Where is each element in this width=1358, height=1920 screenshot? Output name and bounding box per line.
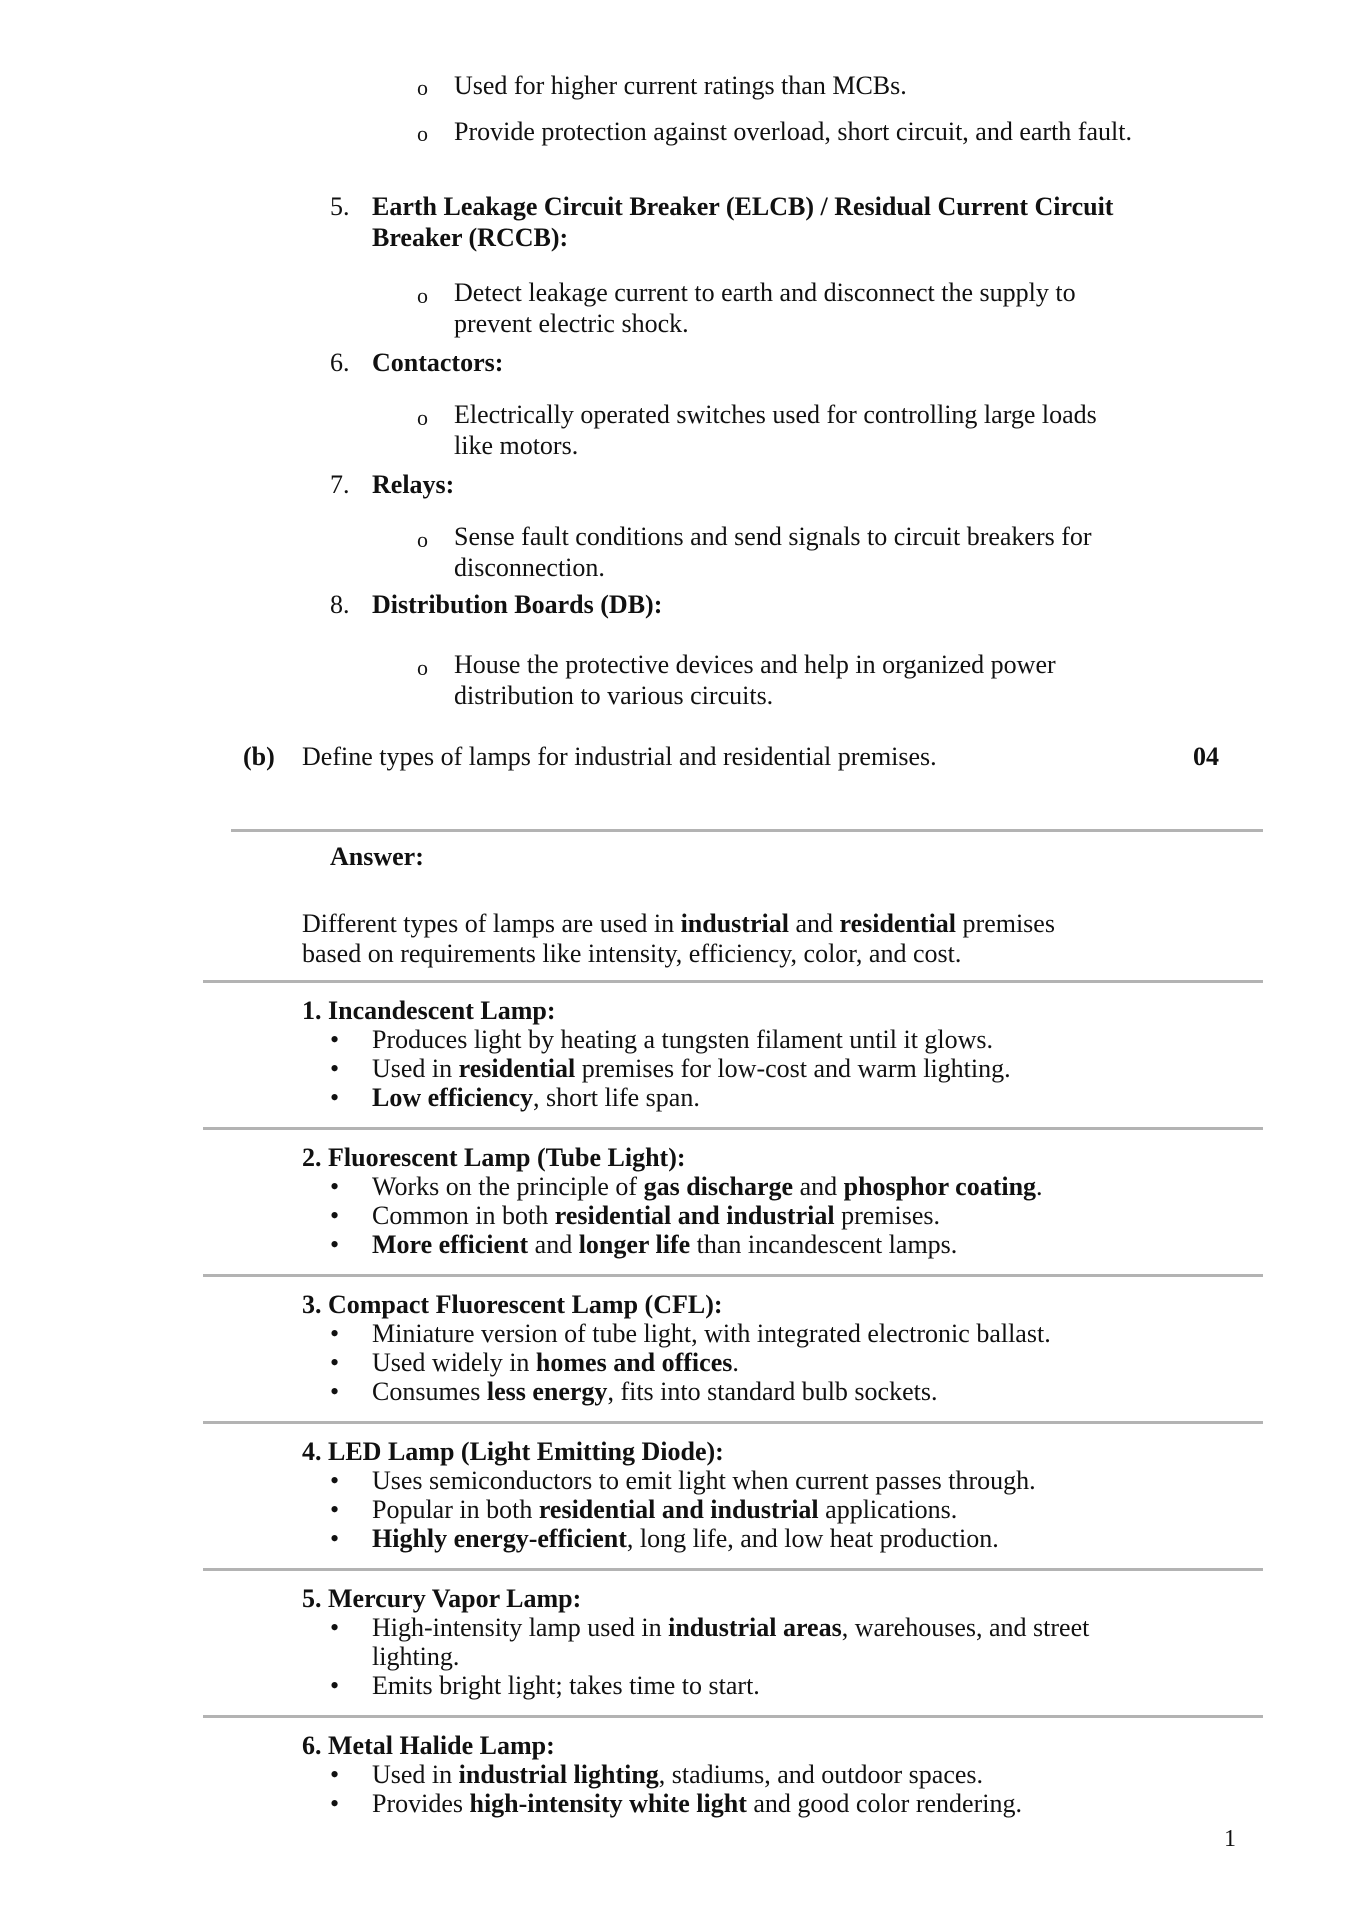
sub-item-text: Provide protection against overload, short circuit, and earth fault. — [454, 117, 1132, 146]
sub-item-text: Used for higher current ratings than MCBs. — [454, 71, 907, 100]
list-item-title: Relays: — [372, 470, 455, 499]
lamp-point: Miniature version of tube light, with integrated electronic ballast. — [372, 1319, 1051, 1348]
intro-bold: industrial — [680, 909, 789, 938]
section-divider — [231, 829, 1263, 832]
lamp-point: Low efficiency, short life span. — [372, 1083, 700, 1112]
section-divider — [203, 980, 1263, 983]
list-item-title: Distribution Boards (DB): — [372, 590, 663, 619]
bullet: • — [330, 1495, 340, 1524]
sub-marker: o — [417, 75, 428, 100]
sub-item-text: distribution to various circuits. — [454, 681, 774, 710]
lamp-point: Emits bright light; takes time to start. — [372, 1671, 760, 1700]
list-number: 5. — [330, 192, 350, 221]
section-divider — [203, 1421, 1263, 1424]
bullet: • — [330, 1671, 340, 1700]
lamp-point-continued: lighting. — [372, 1642, 460, 1671]
lamp-point: Used in residential premises for low-cost and warm lighting. — [372, 1054, 1011, 1083]
lamp-title: 6. Metal Halide Lamp: — [302, 1731, 555, 1760]
lamp-title: 5. Mercury Vapor Lamp: — [302, 1584, 582, 1613]
bullet: • — [330, 1201, 340, 1230]
lamp-point: Used widely in homes and offices. — [372, 1348, 739, 1377]
bullet: • — [330, 1025, 340, 1054]
lamp-point: More efficient and longer life than incandescent lamps. — [372, 1230, 958, 1259]
sub-marker: o — [417, 527, 428, 552]
lamp-title: 3. Compact Fluorescent Lamp (CFL): — [302, 1290, 723, 1319]
bullet: • — [330, 1789, 340, 1818]
list-item-title: Contactors: — [372, 348, 504, 377]
bullet: • — [330, 1083, 340, 1112]
sub-item-text: prevent electric shock. — [454, 309, 689, 338]
lamp-point: Popular in both residential and industrial applications. — [372, 1495, 958, 1524]
answer-intro: based on requirements like intensity, efficiency, color, and cost. — [302, 939, 962, 968]
intro-text: and — [788, 909, 840, 938]
answer-heading: Answer: — [330, 842, 424, 871]
question-marks: 04 — [1193, 742, 1219, 771]
sub-marker: o — [417, 655, 428, 680]
list-number: 7. — [330, 470, 350, 499]
sub-marker: o — [417, 405, 428, 430]
sub-item-text: House the protective devices and help in organized power — [454, 650, 1056, 679]
answer-intro — [302, 908, 1055, 939]
bullet: • — [330, 1760, 340, 1789]
lamp-point: Produces light by heating a tungsten filament until it glows. — [372, 1025, 994, 1054]
bullet: • — [330, 1524, 340, 1553]
section-divider — [203, 1127, 1263, 1130]
intro-text: premises — [956, 909, 1055, 938]
section-divider — [203, 1715, 1263, 1718]
lamp-title: 1. Incandescent Lamp: — [302, 996, 556, 1025]
list-item-title: Earth Leakage Circuit Breaker (ELCB) / Residual Current Circuit — [372, 192, 1114, 221]
bullet: • — [330, 1377, 340, 1406]
bullet: • — [330, 1348, 340, 1377]
sub-item-text: like motors. — [454, 431, 579, 460]
question-text: Define types of lamps for industrial and residential premises. — [302, 742, 937, 771]
intro-text: Different types of lamps are used in — [302, 909, 681, 938]
lamp-point: Uses semiconductors to emit light when current passes through. — [372, 1466, 1036, 1495]
sub-item-text: Electrically operated switches used for controlling large loads — [454, 400, 1097, 429]
lamp-point: Used in industrial lighting, stadiums, and outdoor spaces. — [372, 1760, 984, 1789]
section-divider — [203, 1568, 1263, 1571]
lamp-point: Common in both residential and industrial premises. — [372, 1201, 940, 1230]
sub-item-text: Sense fault conditions and send signals to circuit breakers for — [454, 522, 1092, 551]
intro-bold: residential — [839, 909, 957, 938]
lamp-point: Consumes less energy, fits into standard bulb sockets. — [372, 1377, 938, 1406]
sub-marker: o — [417, 121, 428, 146]
section-divider — [203, 1274, 1263, 1277]
bullet: • — [330, 1319, 340, 1348]
lamp-point: High-intensity lamp used in industrial areas, warehouses, and street — [372, 1613, 1090, 1642]
page-number: 1 — [1224, 1826, 1236, 1852]
lamp-point: Works on the principle of gas discharge and phosphor coating. — [372, 1172, 1043, 1201]
lamp-title: 2. Fluorescent Lamp (Tube Light): — [302, 1143, 686, 1172]
sub-marker: o — [417, 283, 428, 308]
list-number: 6. — [330, 348, 350, 377]
list-item-title: Breaker (RCCB): — [372, 223, 569, 252]
question-label: (b) — [243, 742, 275, 771]
bullet: • — [330, 1230, 340, 1259]
lamp-point: Highly energy-efficient, long life, and low heat production. — [372, 1524, 999, 1553]
bullet: • — [330, 1172, 340, 1201]
lamp-title: 4. LED Lamp (Light Emitting Diode): — [302, 1437, 724, 1466]
lamp-point: Provides high-intensity white light and good color rendering. — [372, 1789, 1022, 1818]
bullet: • — [330, 1466, 340, 1495]
bullet: • — [330, 1613, 340, 1642]
list-number: 8. — [330, 590, 350, 619]
bullet: • — [330, 1054, 340, 1083]
sub-item-text: Detect leakage current to earth and disconnect the supply to — [454, 278, 1076, 307]
sub-item-text: disconnection. — [454, 553, 605, 582]
